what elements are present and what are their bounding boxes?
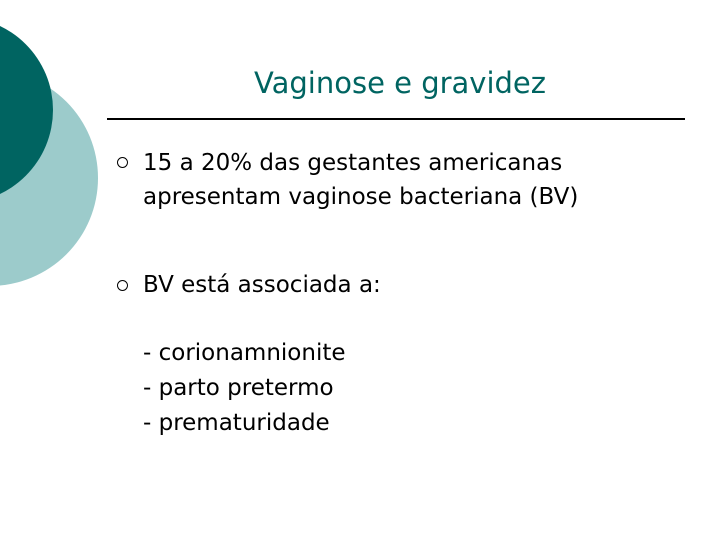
bullet-2-line-1: BV está associada a:	[143, 272, 381, 298]
decorative-circles	[0, 0, 110, 300]
sub-list	[143, 336, 346, 441]
title-divider	[107, 118, 685, 120]
bullet-1-line-2: apresentam vaginose bacteriana (BV)	[143, 184, 579, 210]
bullet-circle-icon	[117, 280, 128, 291]
bullet-1-line-1: 15 a 20% das gestantes americanas	[143, 150, 563, 176]
bullet-item-1	[143, 146, 578, 214]
sub-item-corionamnionite: - corionamnionite	[143, 340, 346, 366]
bullet-item-2	[143, 268, 381, 302]
sub-item-parto-pretermo: - parto pretermo	[143, 375, 334, 401]
sub-item-prematuridade: - prematuridade	[143, 410, 330, 436]
bullet-circle-icon	[117, 157, 128, 168]
slide-title: Vaginose e gravidez	[254, 66, 546, 100]
